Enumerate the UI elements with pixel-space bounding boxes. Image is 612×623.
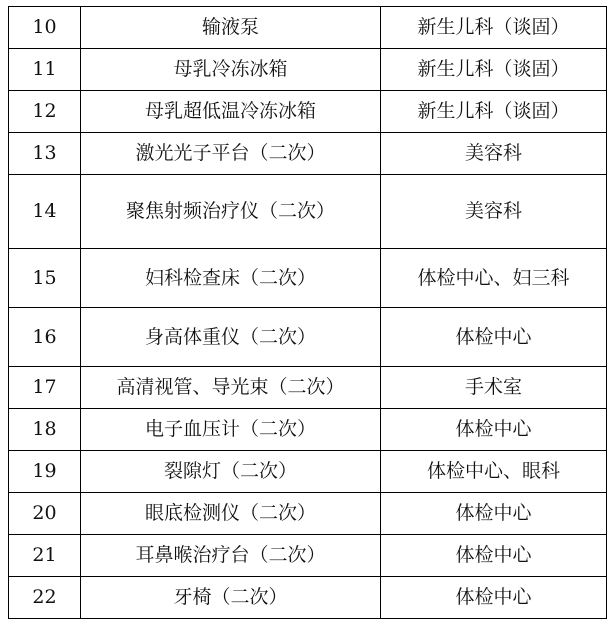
table-row <box>9 249 607 308</box>
equipment-name-cell: 裂隙灯（二次） <box>81 451 381 493</box>
equipment-name-cell: 牙椅（二次） <box>81 577 381 619</box>
table-row <box>9 49 607 91</box>
department-cell: 体检中心 <box>381 535 607 577</box>
table-row <box>9 7 607 49</box>
department-cell: 新生儿科（谈固） <box>381 91 607 133</box>
table-row <box>9 91 607 133</box>
equipment-name-cell: 耳鼻喉治疗台（二次） <box>81 535 381 577</box>
row-number-cell: 16 <box>9 308 81 367</box>
table-row <box>9 133 607 175</box>
row-number-cell: 12 <box>9 91 81 133</box>
equipment-name-cell: 妇科检查床（二次） <box>81 249 381 308</box>
department-cell: 体检中心、眼科 <box>381 451 607 493</box>
row-number-cell: 18 <box>9 409 81 451</box>
equipment-name-cell: 高清视管、导光束（二次） <box>81 367 381 409</box>
row-number-cell: 17 <box>9 367 81 409</box>
row-number-cell: 19 <box>9 451 81 493</box>
equipment-table <box>8 6 607 619</box>
row-number-cell: 13 <box>9 133 81 175</box>
row-number-cell: 10 <box>9 7 81 49</box>
department-cell: 美容科 <box>381 175 607 249</box>
equipment-name-cell: 输液泵 <box>81 7 381 49</box>
equipment-name-cell: 电子血压计（二次） <box>81 409 381 451</box>
department-cell: 体检中心 <box>381 308 607 367</box>
row-number-cell: 22 <box>9 577 81 619</box>
table-row <box>9 577 607 619</box>
row-number-cell: 11 <box>9 49 81 91</box>
row-number-cell: 15 <box>9 249 81 308</box>
table-row <box>9 308 607 367</box>
department-cell: 新生儿科（谈固） <box>381 7 607 49</box>
table-row <box>9 535 607 577</box>
equipment-table-container <box>8 6 607 619</box>
table-row <box>9 175 607 249</box>
department-cell: 体检中心 <box>381 493 607 535</box>
equipment-name-cell: 激光光子平台（二次） <box>81 133 381 175</box>
row-number-cell: 21 <box>9 535 81 577</box>
row-number-cell: 20 <box>9 493 81 535</box>
department-cell: 体检中心 <box>381 409 607 451</box>
equipment-name-cell: 身高体重仪（二次） <box>81 308 381 367</box>
department-cell: 美容科 <box>381 133 607 175</box>
table-row <box>9 451 607 493</box>
department-cell: 手术室 <box>381 367 607 409</box>
equipment-name-cell: 聚焦射频治疗仪（二次） <box>81 175 381 249</box>
equipment-name-cell: 母乳冷冻冰箱 <box>81 49 381 91</box>
equipment-name-cell: 母乳超低温冷冻冰箱 <box>81 91 381 133</box>
table-row <box>9 409 607 451</box>
department-cell: 体检中心、妇三科 <box>381 249 607 308</box>
row-number-cell: 14 <box>9 175 81 249</box>
table-row <box>9 367 607 409</box>
department-cell: 体检中心 <box>381 577 607 619</box>
equipment-name-cell: 眼底检测仪（二次） <box>81 493 381 535</box>
table-row <box>9 493 607 535</box>
department-cell: 新生儿科（谈固） <box>381 49 607 91</box>
